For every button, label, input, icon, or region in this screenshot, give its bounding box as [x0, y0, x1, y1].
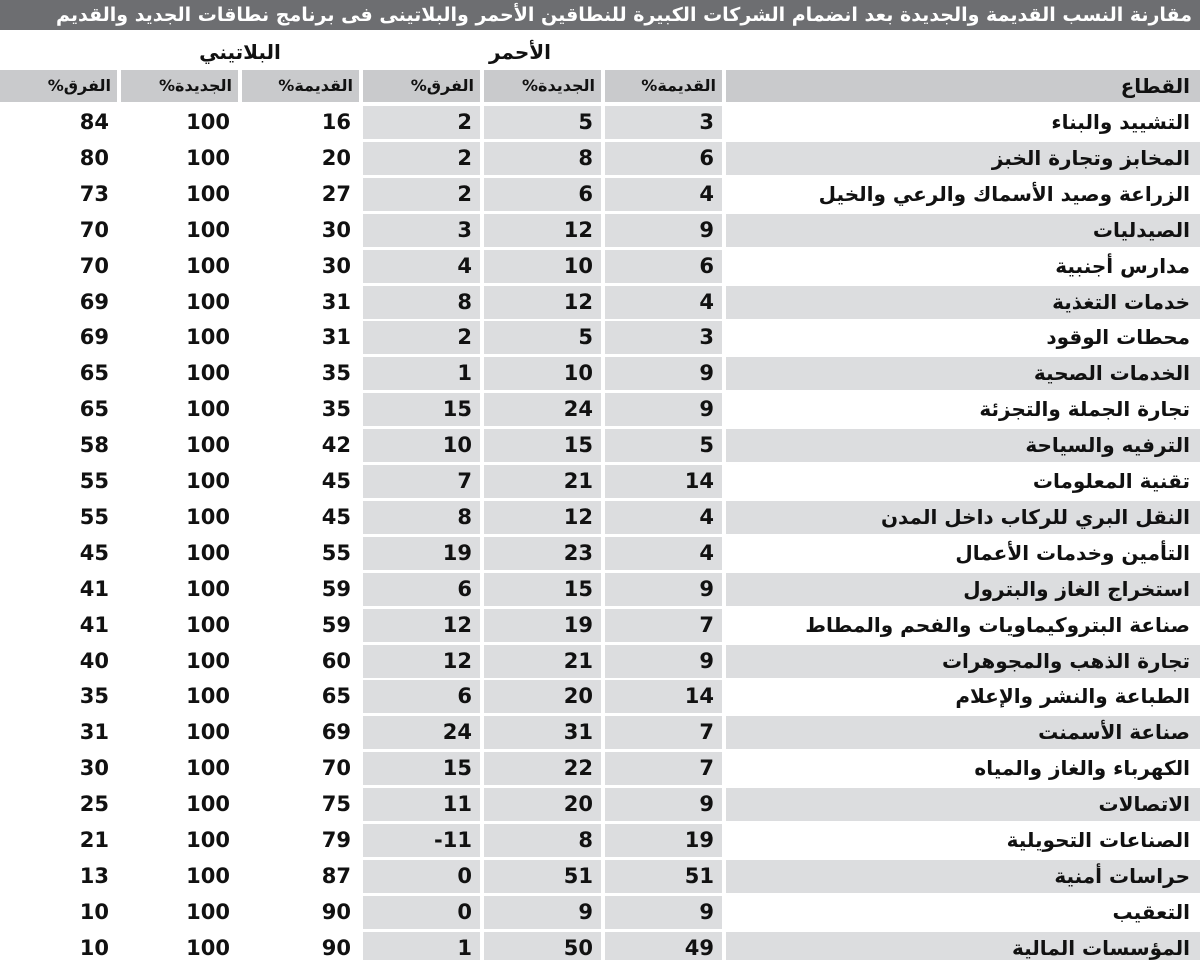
value-red-new: 51	[484, 860, 601, 893]
value-red-new: 21	[484, 465, 601, 498]
value-plat-old: 45	[242, 465, 359, 498]
sector-name: الزراعة وصيد الأسماك والرعي والخيل	[726, 178, 1200, 211]
value-red-diff: 6	[363, 573, 480, 606]
value-red-diff: 6	[363, 680, 480, 713]
value-red-old: 9	[605, 896, 722, 929]
column-header-plat-diff: الفرق%	[0, 70, 117, 102]
value-red-diff: 4	[363, 250, 480, 283]
value-plat-new: 100	[121, 106, 238, 139]
value-plat-old: 35	[242, 357, 359, 390]
value-red-new: 12	[484, 501, 601, 534]
value-plat-old: 70	[242, 752, 359, 785]
value-plat-new: 100	[121, 501, 238, 534]
value-plat-new: 100	[121, 429, 238, 462]
value-red-old: 4	[605, 286, 722, 319]
value-red-old: 6	[605, 250, 722, 283]
value-red-new: 8	[484, 142, 601, 175]
sector-name: مدارس أجنبية	[726, 250, 1200, 283]
value-plat-old: 35	[242, 393, 359, 426]
value-plat-diff: 65	[0, 393, 117, 426]
value-red-old: 49	[605, 932, 722, 960]
value-plat-old: 90	[242, 896, 359, 929]
value-red-old: 9	[605, 214, 722, 247]
value-plat-old: 27	[242, 178, 359, 211]
value-plat-diff: 10	[0, 932, 117, 960]
value-red-old: 3	[605, 321, 722, 354]
value-plat-diff: 58	[0, 429, 117, 462]
value-plat-new: 100	[121, 321, 238, 354]
value-red-new: 6	[484, 178, 601, 211]
value-plat-new: 100	[121, 716, 238, 749]
value-red-new: 15	[484, 429, 601, 462]
value-plat-diff: 73	[0, 178, 117, 211]
value-plat-new: 100	[121, 824, 238, 857]
value-plat-old: 69	[242, 716, 359, 749]
value-red-diff: 11	[363, 788, 480, 821]
value-red-new: 10	[484, 250, 601, 283]
value-plat-old: 30	[242, 250, 359, 283]
value-plat-old: 59	[242, 609, 359, 642]
value-plat-diff: 31	[0, 716, 117, 749]
value-plat-new: 100	[121, 645, 238, 678]
value-red-diff: 2	[363, 321, 480, 354]
value-plat-old: 55	[242, 537, 359, 570]
sector-name: الكهرباء والغاز والمياه	[726, 752, 1200, 785]
value-red-new: 12	[484, 214, 601, 247]
value-red-new: 23	[484, 537, 601, 570]
value-plat-diff: 40	[0, 645, 117, 678]
red-group-header: الأحمر	[488, 40, 551, 64]
sector-name: استخراج الغاز والبترول	[726, 573, 1200, 606]
value-red-old: 4	[605, 501, 722, 534]
value-plat-diff: 25	[0, 788, 117, 821]
value-plat-diff: 69	[0, 286, 117, 319]
sector-name: الصيدليات	[726, 214, 1200, 247]
value-red-new: 31	[484, 716, 601, 749]
value-red-old: 19	[605, 824, 722, 857]
sector-name: تقنية المعلومات	[726, 465, 1200, 498]
value-red-new: 12	[484, 286, 601, 319]
value-red-diff: 2	[363, 178, 480, 211]
value-red-new: 5	[484, 321, 601, 354]
value-plat-diff: 80	[0, 142, 117, 175]
value-red-new: 19	[484, 609, 601, 642]
value-red-new: 15	[484, 573, 601, 606]
value-red-new: 24	[484, 393, 601, 426]
value-red-diff: 24	[363, 716, 480, 749]
value-plat-new: 100	[121, 752, 238, 785]
column-header-red-new: الجديدة%	[484, 70, 601, 102]
sector-name: التأمين وخدمات الأعمال	[726, 537, 1200, 570]
platinum-group-header: البلاتيني	[199, 40, 281, 64]
value-plat-diff: 70	[0, 250, 117, 283]
value-plat-diff: 84	[0, 106, 117, 139]
sector-name: حراسات أمنية	[726, 860, 1200, 893]
value-red-diff: 0	[363, 860, 480, 893]
sector-name: المؤسسات المالية	[726, 932, 1200, 960]
column-header-red-diff: الفرق%	[363, 70, 480, 102]
value-plat-diff: 41	[0, 609, 117, 642]
value-red-diff: 2	[363, 142, 480, 175]
value-plat-old: 75	[242, 788, 359, 821]
value-plat-diff: 65	[0, 357, 117, 390]
value-red-old: 5	[605, 429, 722, 462]
value-red-old: 7	[605, 609, 722, 642]
value-plat-old: 45	[242, 501, 359, 534]
value-plat-diff: 35	[0, 680, 117, 713]
value-red-diff: 12	[363, 609, 480, 642]
sector-name: خدمات التغذية	[726, 286, 1200, 319]
value-plat-old: 20	[242, 142, 359, 175]
value-red-diff: 19	[363, 537, 480, 570]
value-red-old: 7	[605, 716, 722, 749]
sector-name: تجارة الذهب والمجوهرات	[726, 645, 1200, 678]
column-header-red-old: القديمة%	[605, 70, 722, 102]
value-red-diff: 8	[363, 501, 480, 534]
value-red-old: 4	[605, 537, 722, 570]
value-plat-old: 60	[242, 645, 359, 678]
value-plat-diff: 30	[0, 752, 117, 785]
value-plat-old: 79	[242, 824, 359, 857]
value-plat-new: 100	[121, 680, 238, 713]
value-red-old: 51	[605, 860, 722, 893]
sector-name: صناعة الأسمنت	[726, 716, 1200, 749]
value-plat-new: 100	[121, 896, 238, 929]
sector-name: الخدمات الصحية	[726, 357, 1200, 390]
table-title: مقارنة النسب القديمة والجديدة بعد انضمام الشركات الكبيرة للنطاقين الأحمر والبلاتينى فى برنامج نطاقات الجديد والقديم	[0, 0, 1200, 30]
value-red-new: 20	[484, 680, 601, 713]
value-plat-new: 100	[121, 537, 238, 570]
value-plat-new: 100	[121, 142, 238, 175]
value-plat-new: 100	[121, 788, 238, 821]
sector-name: التشييد والبناء	[726, 106, 1200, 139]
value-red-diff: 3	[363, 214, 480, 247]
value-red-old: 3	[605, 106, 722, 139]
value-red-new: 9	[484, 896, 601, 929]
value-red-diff: 1	[363, 932, 480, 960]
value-red-diff: 12	[363, 645, 480, 678]
value-red-diff: 2	[363, 106, 480, 139]
value-red-old: 14	[605, 680, 722, 713]
value-red-old: 4	[605, 178, 722, 211]
value-red-new: 21	[484, 645, 601, 678]
value-red-diff: 7	[363, 465, 480, 498]
value-red-old: 9	[605, 573, 722, 606]
value-red-new: 8	[484, 824, 601, 857]
value-plat-diff: 10	[0, 896, 117, 929]
value-plat-diff: 13	[0, 860, 117, 893]
sector-name: الطباعة والنشر والإعلام	[726, 680, 1200, 713]
value-plat-old: 16	[242, 106, 359, 139]
value-plat-diff: 55	[0, 501, 117, 534]
value-red-new: 5	[484, 106, 601, 139]
value-plat-old: 87	[242, 860, 359, 893]
value-plat-old: 31	[242, 286, 359, 319]
value-plat-new: 100	[121, 286, 238, 319]
value-plat-diff: 21	[0, 824, 117, 857]
value-red-new: 50	[484, 932, 601, 960]
value-red-diff: 15	[363, 752, 480, 785]
value-red-old: 9	[605, 393, 722, 426]
value-plat-diff: 45	[0, 537, 117, 570]
value-red-diff: 0	[363, 896, 480, 929]
value-plat-old: 42	[242, 429, 359, 462]
value-red-diff: 10	[363, 429, 480, 462]
value-plat-old: 30	[242, 214, 359, 247]
sector-name: الترفيه والسياحة	[726, 429, 1200, 462]
value-red-diff: 8	[363, 286, 480, 319]
sector-name: التعقيب	[726, 896, 1200, 929]
value-red-new: 10	[484, 357, 601, 390]
value-red-diff: 15	[363, 393, 480, 426]
value-red-old: 9	[605, 357, 722, 390]
value-red-diff: 1	[363, 357, 480, 390]
value-plat-new: 100	[121, 609, 238, 642]
value-red-old: 6	[605, 142, 722, 175]
column-header-plat-old: القديمة%	[242, 70, 359, 102]
value-red-old: 9	[605, 788, 722, 821]
sector-name: النقل البري للركاب داخل المدن	[726, 501, 1200, 534]
sector-name: صناعة البتروكيماويات والفحم والمطاط	[726, 609, 1200, 642]
comparison-table	[0, 70, 1200, 960]
value-plat-new: 100	[121, 250, 238, 283]
value-plat-new: 100	[121, 214, 238, 247]
value-red-old: 14	[605, 465, 722, 498]
sector-name: الاتصالات	[726, 788, 1200, 821]
sector-name: المخابز وتجارة الخبز	[726, 142, 1200, 175]
value-plat-diff: 69	[0, 321, 117, 354]
value-red-old: 9	[605, 645, 722, 678]
value-red-new: 20	[484, 788, 601, 821]
value-plat-old: 65	[242, 680, 359, 713]
value-red-old: 7	[605, 752, 722, 785]
value-plat-new: 100	[121, 860, 238, 893]
value-plat-old: 31	[242, 321, 359, 354]
value-red-new: 22	[484, 752, 601, 785]
value-plat-new: 100	[121, 465, 238, 498]
value-plat-old: 90	[242, 932, 359, 960]
value-plat-new: 100	[121, 932, 238, 960]
value-plat-diff: 55	[0, 465, 117, 498]
sector-name: الصناعات التحويلية	[726, 824, 1200, 857]
column-header-sector: القطاع	[726, 70, 1200, 102]
value-plat-diff: 70	[0, 214, 117, 247]
value-red-diff: -11	[363, 824, 480, 857]
sector-name: محطات الوقود	[726, 321, 1200, 354]
value-plat-diff: 41	[0, 573, 117, 606]
column-header-plat-new: الجديدة%	[121, 70, 238, 102]
sector-name: تجارة الجملة والتجزئة	[726, 393, 1200, 426]
value-plat-new: 100	[121, 573, 238, 606]
value-plat-new: 100	[121, 393, 238, 426]
value-plat-new: 100	[121, 178, 238, 211]
value-plat-old: 59	[242, 573, 359, 606]
value-plat-new: 100	[121, 357, 238, 390]
